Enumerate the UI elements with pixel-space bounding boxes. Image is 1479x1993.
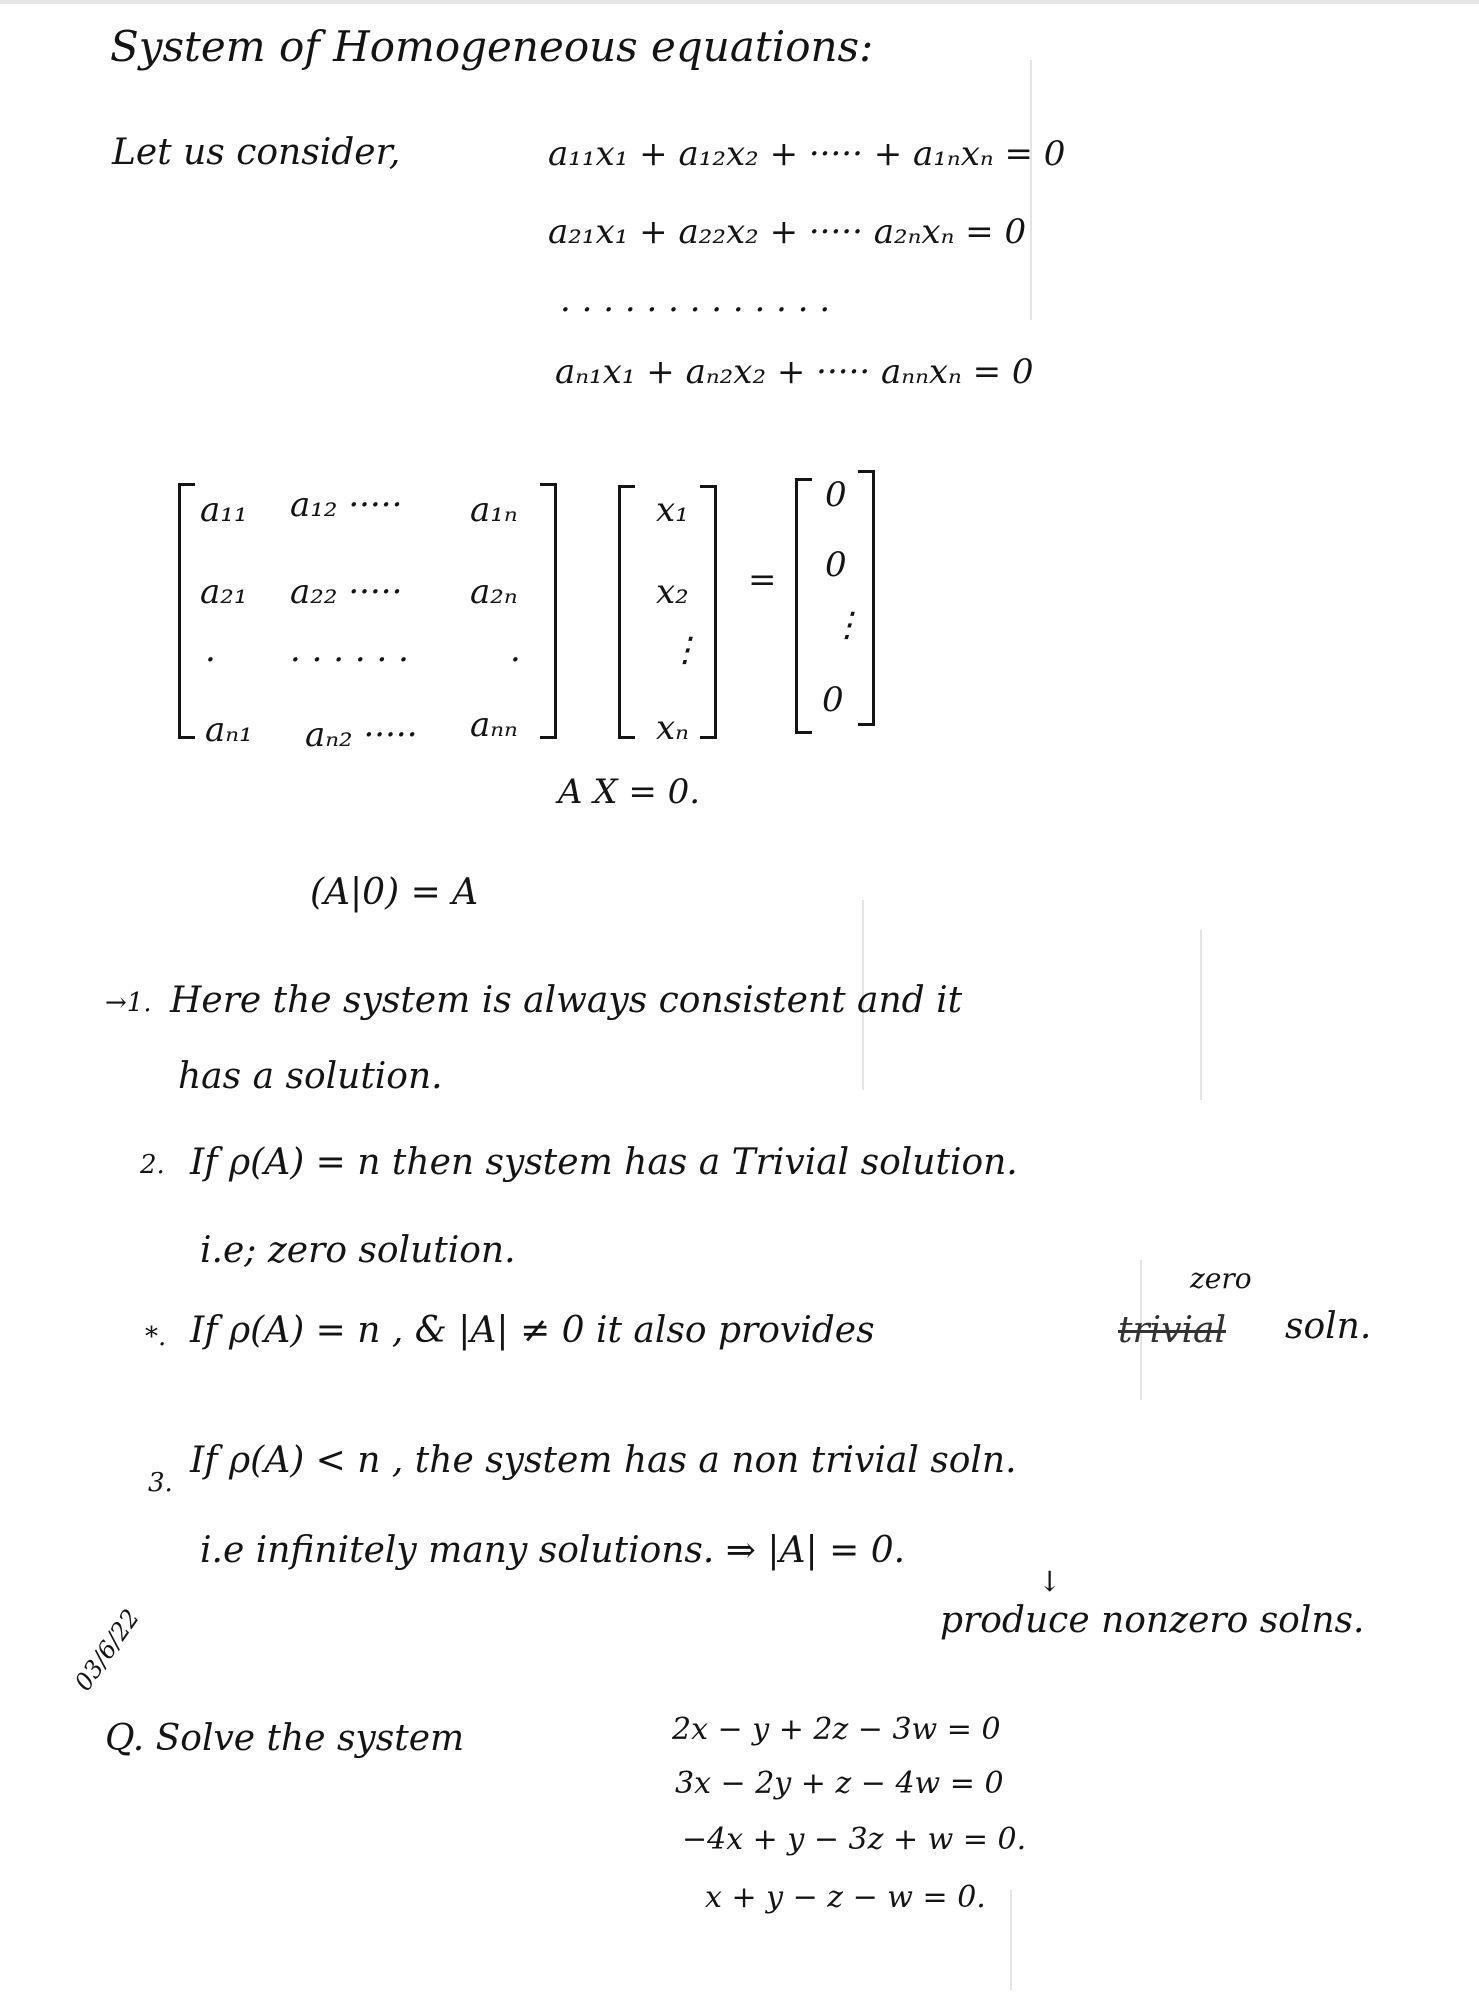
vector-x-cell: ⋮ (668, 630, 702, 670)
question-equation-2: 3x − 2y + z − 4w = 0 (675, 1766, 1004, 1801)
question-equation-1: 2x − y + 2z − 3w = 0 (672, 1712, 1001, 1747)
point-3-marker: 3. (148, 1468, 173, 1498)
equation-row-n: aₙ₁x₁ + aₙ₂x₂ + ····· aₙₙxₙ = 0 (555, 352, 1034, 392)
matrix-a-cell: a₂₁ (200, 572, 248, 612)
point-1-marker: →1. (105, 988, 152, 1018)
point-1-line-1: Here the system is always consistent and it (170, 980, 963, 1021)
page-top-edge (0, 0, 1479, 4)
matrix-a-cell: · (205, 640, 216, 680)
equation-row-ellipsis: · · · · · · · · · · · · · (560, 290, 831, 330)
matrix-a-right-bracket (540, 483, 557, 739)
point-star-struck-word: trivial (1118, 1310, 1227, 1351)
point-star-tail: soln. (1285, 1306, 1372, 1347)
intro-lead: Let us consider, (112, 132, 401, 173)
matrix-a-cell: a₁ₙ (470, 490, 518, 530)
question-equation-3: −4x + y − 3z + w = 0. (682, 1822, 1027, 1857)
bleed-through-mark (1200, 930, 1202, 1100)
point-star-line: If ρ(A) = n , & |A| ≠ 0 it also provides (190, 1310, 875, 1351)
matrix-a-cell: aₙ₁ (205, 710, 253, 750)
vector-x-cell: x₂ (656, 572, 689, 612)
vector-zero-cell: 0 (825, 545, 847, 585)
equation-row-1: a₁₁x₁ + a₁₂x₂ + ····· + a₁ₙxₙ = 0 (548, 134, 1066, 174)
point-3-line-3: produce nonzero solns. (940, 1600, 1365, 1641)
vector-zero-right-bracket (858, 470, 875, 726)
vector-zero-cell: 0 (822, 680, 844, 720)
matrix-a-cell: a₂ₙ (470, 572, 518, 612)
vector-x-cell: x₁ (656, 490, 689, 530)
vector-x-cell: xₙ (656, 708, 689, 748)
matrix-a-cell: a₂₂ ····· (290, 572, 403, 612)
equals-sign: = (748, 560, 777, 600)
question-label: Q. Solve the system (105, 1718, 465, 1759)
bleed-through-mark (1030, 60, 1032, 320)
question-equation-4: x + y − z − w = 0. (705, 1880, 986, 1915)
augmented-matrix-note: (A|0) = A (310, 872, 479, 913)
matrix-a-cell: · · · · · · (290, 640, 409, 680)
page-title: System of Homogeneous equations: (110, 22, 874, 71)
matrix-a-cell: a₁₁ (200, 490, 248, 530)
vector-zero-cell: 0 (825, 475, 847, 515)
matrix-a-cell: · (510, 640, 521, 680)
point-star-correction: zero (1190, 1262, 1252, 1295)
matrix-a-cell: aₙₙ (470, 705, 518, 745)
vector-zero-left-bracket (795, 478, 812, 734)
matrix-a-cell: a₁₂ ····· (290, 485, 403, 525)
matrix-a-cell: aₙ₂ ····· (305, 715, 418, 755)
point-3-arrow: ↓ (1038, 1565, 1062, 1598)
vector-x-right-bracket (700, 485, 717, 739)
point-1-line-2: has a solution. (178, 1056, 443, 1097)
point-2-line-1: If ρ(A) = n then system has a Trivial solution. (190, 1142, 1018, 1183)
vector-zero-cell: ⋮ (830, 605, 864, 645)
bleed-through-mark (1010, 1890, 1012, 1990)
equation-row-2: a₂₁x₁ + a₂₂x₂ + ····· a₂ₙxₙ = 0 (548, 212, 1027, 252)
date-note: 03/6/22 (69, 1604, 146, 1696)
point-3-line-2: i.e infinitely many solutions. ⇒ |A| = 0. (200, 1530, 906, 1571)
vector-x-left-bracket (618, 485, 635, 739)
point-star-marker: *. (145, 1322, 167, 1352)
point-2-marker: 2. (140, 1150, 165, 1180)
point-2-line-2: i.e; zero solution. (200, 1230, 516, 1271)
point-3-line-1: If ρ(A) < n , the system has a non trivial soln. (190, 1440, 1017, 1481)
matrix-caption: A X = 0. (558, 772, 701, 812)
matrix-a-left-bracket (178, 483, 195, 739)
